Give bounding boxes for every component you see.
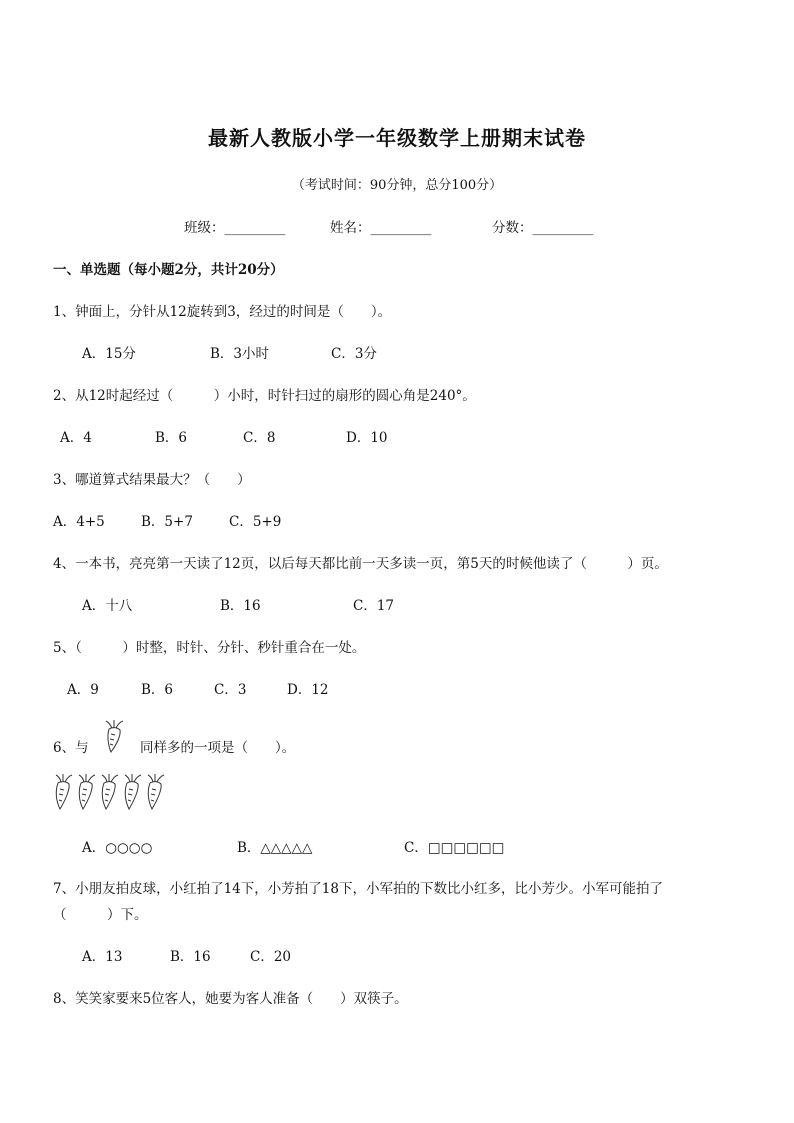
question-7-line2: （ ）下。: [53, 907, 148, 923]
exam-subtitle: （考试时间：90分钟，总分100分）: [291, 178, 503, 193]
q1-option-a: A．15分: [82, 346, 136, 362]
exam-title: 最新人教版小学一年级数学上册期末试卷: [208, 126, 586, 150]
question-6-suffix: 同样多的一项是（ ）。: [140, 740, 296, 756]
q1-option-b: B．3小时: [210, 346, 270, 362]
q6-option-c: C．□□□□□□: [404, 840, 505, 856]
question-2: 2、从12时起经过（ ）小时，时针扫过的扇形的圆心角是240°。: [53, 388, 476, 404]
question-3: 3、哪道算式结果最大？（ ）: [53, 472, 251, 488]
q2-option-c: C．8: [243, 430, 276, 446]
q3-option-a: A．4+5: [53, 514, 105, 530]
q6-option-b: B．△△△△△: [237, 840, 313, 856]
question-7: 7、小朋友拍皮球，小红拍了14下，小芳拍了18下，小军拍的下数比小红多，比小芳少。小军可能拍了: [53, 881, 663, 897]
q6-option-a: A．○○○○: [82, 840, 153, 856]
q4-option-c: C．17: [353, 598, 395, 614]
q7-option-a: A．13: [82, 949, 123, 965]
question-6-prefix: 6、与: [53, 740, 89, 756]
q5-option-d: D．12: [287, 682, 329, 698]
q1-option-c: C．3分: [331, 346, 377, 362]
q2-option-a: A．4: [60, 430, 92, 446]
question-4: 4、一本书，亮亮第一天读了12页，以后每天都比前一天多读一页，第5天的时候他读了（ ）页。: [53, 556, 668, 572]
q4-option-a: A．十八: [82, 598, 133, 614]
q2-option-b: B．6: [155, 430, 188, 446]
q3-option-b: B．5+7: [141, 514, 193, 530]
q5-option-a: A．9: [67, 682, 99, 698]
q2-option-d: D．10: [346, 430, 388, 446]
question-1: 1、钟面上，分针从12旋转到3，经过的时间是（ ）。: [53, 304, 392, 320]
q7-option-b: B．16: [170, 949, 211, 965]
q7-option-c: C．20: [250, 949, 292, 965]
class-field: 班级：_________: [184, 220, 286, 236]
q5-option-b: B．6: [141, 682, 174, 698]
carrot-group-icon: [52, 773, 168, 811]
name-field: 姓名：_________: [330, 220, 432, 236]
q5-option-c: C．3: [214, 682, 247, 698]
carrot-icon: [102, 719, 126, 753]
score-field: 分数：_________: [492, 220, 594, 236]
section-heading: 一、单选题（每小题2分，共计20分）: [53, 262, 284, 278]
q3-option-c: C．5+9: [229, 514, 282, 530]
q4-option-b: B．16: [220, 598, 261, 614]
question-8: 8、笑笑家要来5位客人，她要为客人准备（ ）双筷子。: [53, 991, 408, 1007]
question-5: 5、（ ）时整，时针、分针、秒针重合在一处。: [53, 640, 366, 656]
